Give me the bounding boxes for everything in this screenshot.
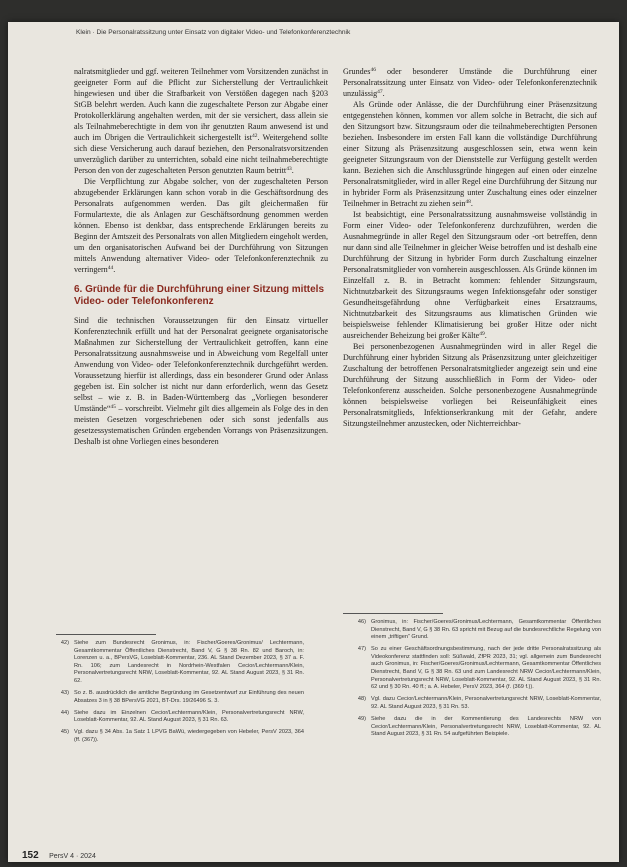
paragraph: Bei personenbezogenen Ausnahmegründen wird in aller Regel die Durchführung einer hybriden Sitzung als Präsenzsitzung unter gleichzeitiger Zuschaltung der betroffenen Personalratsmitglieder angezeigt sein und eine Durchführung der Sitzung ausschließlich in Form der Video- oder Telefonkonferenz ausscheiden. Solche personenbezogene Ausnahmegründe können beispielsweise vorliegen bei Reiseunfähigkeit eines Personalratsmitglieds, Infektionserkrankung mit der Gefahr, andere Sitzungsteilnehmer anzustecken, oder Nichterreichbar- bbox=[343, 341, 597, 428]
footnote: 44) Siehe dazu im Einzelnen Cecior/Lechtermann/Klein, Personalvertretungsrecht NRW, Loseblatt-Kommentar, 92. AL Stand August 2023, § 31 Rn. 63. bbox=[60, 709, 304, 724]
footnote-ref[interactable]: 42 bbox=[251, 132, 258, 139]
paragraph: Als Gründe oder Anlässe, die der Durchführung einer Präsenzsitzung entgegenstehen können, kommen vor allem solche in Betracht, die sich auf den Sitzungsort bzw. Sitzungsraum oder die teilnahmeberechtigten Personen beziehen. Insbesondere im ersten Fall kann die vollständige Durchführung einer Sitzung als Präsenzsitzung ausgeschlossen sein, etwa wenn kein geeigneter Sitzungsraum von der Dienststelle zur Verfügung gestellt werden kann. Beziehen sich die Anschlussgründe hingegen auf einen oder einzelne Personalratsmitglieder, wird in aller Regel eine Durchführung der Sitzung nur in hybrider Form als Präsenzsitzung unter Zuschaltung eines oder einzelner Teilnehmer in Betracht zu ziehen sein$^{48}$. bbox=[343, 99, 597, 208]
footnote-ref[interactable]: 47 bbox=[377, 88, 383, 95]
section-heading: 6. Gründe für die Durchführung einer Sitzung mittels Video- oder Telefonkonferenz bbox=[74, 283, 325, 307]
footnote-ref[interactable]: 43 bbox=[286, 165, 292, 172]
footnote: 49) Siehe dazu die in der Kommentierung des Landesrechts NRW von Cecior/Lechtermann/Klein, Personalvertretungsrecht NRW, Loseblatt-Kommentar, 92. AL Stand August 2023, § 31 Rn. 54 aufgeführten Beispiele. bbox=[357, 716, 601, 738]
footnote-ref[interactable]: 49 bbox=[479, 330, 485, 337]
footnote-divider bbox=[343, 613, 443, 614]
page-footer bbox=[22, 845, 96, 862]
footnote-divider bbox=[56, 634, 156, 635]
right-column bbox=[343, 67, 597, 429]
journal-issue: PersV 4 · 2024 bbox=[49, 853, 96, 860]
left-column bbox=[74, 67, 328, 448]
document-page bbox=[8, 22, 619, 862]
footnote: 42) Siehe zum Bundesrecht Gronimus, in: Fischer/Goeres/Gronimus/ Lechtermann, Gesamtkommentar Öffentliches Dienstrecht, Band V, G § 38 Rn. 82 und Baroch, in: Lorenzen u. a., BPersVG, Loseblatt-Kommentar, 236. AL Stand Dezember 2023, § 37 a. F. Rn. 106; zum Landesrecht in Nordrhein-Westfalen Cecior/Lechtermann/Klein, Personalvertretungsrecht NRW, Loseblatt-Kommentar, 92. AL Stand August 2023, § 31 Rn. 62. bbox=[60, 640, 304, 684]
footnote-ref[interactable]: 46 bbox=[370, 67, 376, 73]
footnote-ref[interactable]: 48 bbox=[465, 198, 471, 205]
footnote: 46) Gronimus, in: Fischer/Goeres/Gronimus/Lechtermann, Gesamtkommentar Öffentliches Dienstrecht, Band V, G § 38 Rn. 63 spricht mit Bezug auf die bundesrechtliche Regelung von einem „triftigen“ Grund. bbox=[357, 619, 601, 641]
footnote: 45) Vgl. dazu § 34 Abs. 1a Satz 1 LPVG BaWü, wiedergegeben von Hebeler, PersV 2023, 364 (ff. (367)). bbox=[60, 729, 304, 744]
paragraph: Ist beabsichtigt, eine Personalratssitzung ausnahmsweise vollständig in Form einer Video- oder Telefonkonferenz durchzuführen, werden die Ausnahmegründe in aller Regel den Sitzungsraum oder -ort betreffen, denn nur dann sind alle Teilnehmer in gleicher Weise betroffen und ist deshalb eine Durchführung der Sitzung in hybrider Form durch Zuschaltung einzelner Personalratsmitglieder von vornherein ausgeschlossen. Als Gründe können im Einzelfall z. B. in Betracht kommen: fehlender Sitzungsraum, Nichtnutzbarkeit des Sitzungsraums wegen Infektionsgefahr oder sonstiger Gesundheitsgefährdung ohne Verfügbarkeit eines Ersatzraums, Nichtnutzbarkeit des Sitzungsraums aus klimatischen Gründen wie beispielsweise fehlender Klimatisierung bei großer Hitze oder nicht ausreichender Beheizung bei großer Kälte$^{49}$. bbox=[343, 209, 597, 340]
page-number: 152 bbox=[22, 850, 39, 861]
paragraph: Grundes$^{46}$ oder besonderer Umstände die Durchführung einer Personalratssitzung unter Einsatz von Video- oder Telefonkonferenztechnik unzulässig$^{47}$. bbox=[343, 67, 597, 98]
paragraph: Die Verpflichtung zur Abgabe solcher, von der zugeschalteten Person abzugebender Erklärungen kann schon vorab in die Geschäftsordnung des Personalrats aufgenommen werden. Das gilt gleichermaßen für Formulartexte, die als Anlagen zur Geschäftsordnung genommen werden können. Ebenso ist denkbar, dass entsprechende Erklärungen bereits zu Beginn der Amtszeit des Personalrats von allen Mitgliedern eingeholt werden, um den organisatorischen Aufwand bei der Durchführung von Sitzungen mittels Anwendung alternativer Video- oder Telefonkonferenztechnik zu verringern$^{44}$. bbox=[74, 176, 328, 274]
footnote: 43) So z. B. ausdrücklich die amtliche Begründung im Gesetzentwurf zur Einführung des neuen Absatzes 3 in § 38 BPersVG 2021, BT-Drs. 19/26496 S. 3. bbox=[60, 690, 304, 704]
footnote: 47) So zu einer Geschäftsordnungsbestimmung, nach der jede dritte Personalratssitzung als Videokonferenz stattfinden soll: Süßwald, ZfPR 2023, 31; vgl. allgemein zum Bundesrecht auch Gronimus, in: Fischer/Goeres/Gronimus/Lechtermann, Gesamtkommentar Öffentliches Dienstrecht, Band V, G § 38 Rn. 63 und zum Landesrecht NRW Cecior/Lechtermann/Klein, Personalvertretungsrecht NRW, Loseblatt-Kommentar, 92. AL Stand August 2023, § 31 Rn. 62 und § 30 Rn. 40 ff.; a. A. Hebeler, PersV 2023, 364 (f. (369 f.)). bbox=[357, 646, 601, 691]
footnote-ref[interactable]: 44 bbox=[107, 264, 114, 271]
running-head: Klein · Die Personalratssitzung unter Einsatz von digitaler Video- und Telefonkonferenztechnik bbox=[76, 29, 351, 36]
footnotes-left bbox=[46, 640, 304, 749]
footnote: 48) Vgl. dazu Cecior/Lechtermann/Klein, Personalvertretungsrecht NRW, Loseblatt-Kommentar, 92. AL Stand August 2023, § 31 Rn. 53. bbox=[357, 696, 601, 710]
footnotes-right bbox=[343, 619, 601, 743]
footnote-ref[interactable]: 45 bbox=[110, 403, 116, 410]
paragraph: Sind die technischen Voraussetzungen für den Einsatz virtueller Konferenztechnik erfüllt und hat der Personalrat geeignete organisatorische Maßnahmen zur Sicherstellung der Vertraulichkeit getroffen, kann eine Personalratssitzung ausnahmsweise und in Abweichung vom Regelfall unter Anwendung von Video- oder Telefonkonferenztechnik durchgeführt werden. Voraussetzung hierfür ist allerdings, dass ein besonderer Grund oder Anlass gegeben ist. Ein solcher ist nicht nur dann erforderlich, wenn das Gesetz selbst – wie z. B. in Baden-Württemberg das „Vorliegen besonderer Umstände“$^{45}$ – vorschreibt. Vielmehr gilt dies allgemein als Folge des in den meisten Gesetzen vorgeschriebenen oder sich sonst jedenfalls aus gesetzessystematischen Gründen ergebenden Vorrangs von Präsenzsitzungen. Deshalb ist ohne Vorliegen eines besonderen bbox=[74, 315, 328, 446]
paragraph: nalratsmitglieder und ggf. weiteren Teilnehmer vom Vorsitzenden zunächst in geeigneter Form auf die Pflicht zur Sicherstellung der Vertraulichkeit hingewiesen und über die Strafbarkeit von Verstößen dagegen nach §203 StGB belehrt werden. Auch kann die zugeschaltete Person zur Abgabe einer Protokollerklärung angehalten werden, mit der sie versichert, dass allein sie als Teilnahmeberechtigte in dem von ihr genutzten Raum anwesend ist und auch im Übrigen die Vertraulichkeit sichergestellt ist$^{42}$. Weitergehend sollte sich diese Versicherung auch darauf beziehen, den Personalratsvorsitzenden unverzüglich darüber zu unterrichten, sobald eine nicht teilnahmeberechtigte Person den von der zugeschalteten Person genutzten Raum betritt$^{43}$. bbox=[74, 67, 328, 175]
